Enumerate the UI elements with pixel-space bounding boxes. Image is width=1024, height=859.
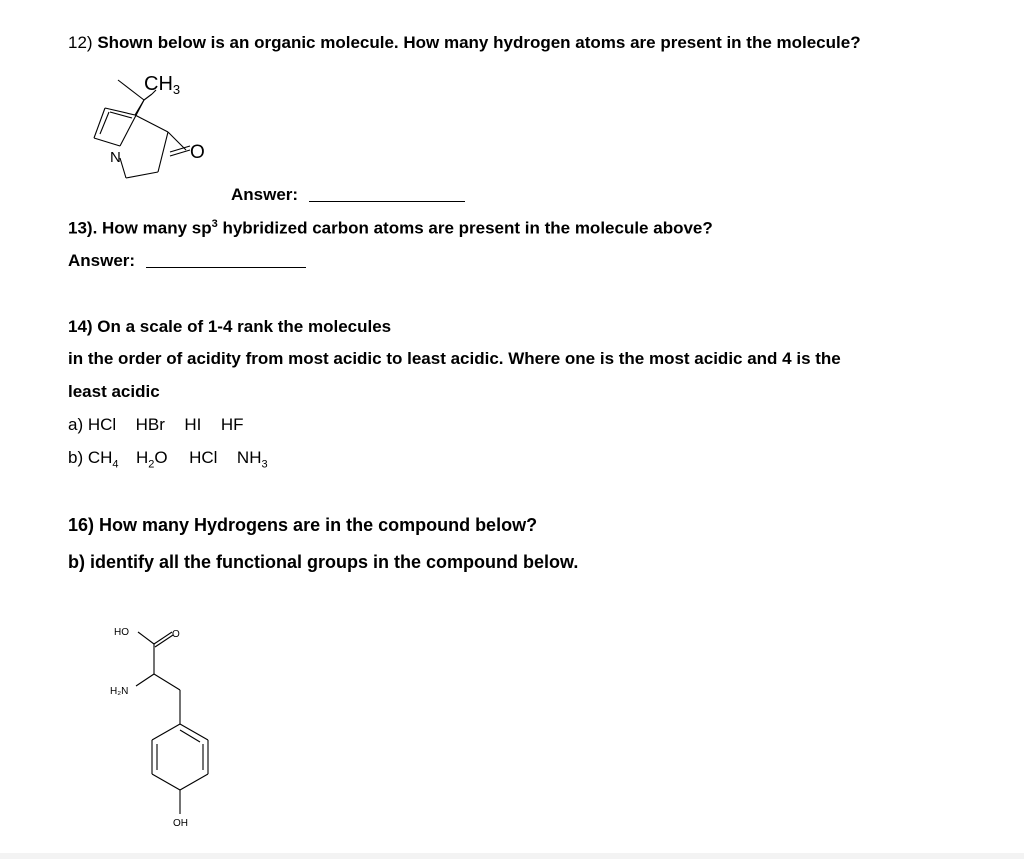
q13-answer-row: [68, 251, 306, 271]
q14-b-row: [68, 448, 268, 470]
molecule-1-o: O: [190, 142, 205, 163]
q14-line-2: in the order of acidity from most acidic to least acidic. Where one is the most acidic and 4 is the: [68, 349, 841, 368]
q13-answer-blank[interactable]: [146, 251, 306, 268]
q14-line-1: 14) On a scale of 1-4 rank the molecules: [68, 317, 392, 336]
q12-number: 12): [68, 33, 93, 52]
q12-answer-blank[interactable]: [309, 185, 465, 202]
molecule-2-h2n: H₂N: [110, 686, 129, 697]
q14-a-hi: HI: [184, 415, 202, 434]
molecule-1: [80, 70, 240, 195]
q13-text-prefix: 13). How many sp: [68, 218, 212, 238]
q16-line-1: 16) How many Hydrogens are in the compound below?: [68, 515, 538, 535]
molecule-1-n: N: [110, 149, 121, 166]
q13-superscript: 3: [211, 218, 218, 230]
q13-answer-label: Answer:: [68, 251, 136, 270]
q12-line: [68, 33, 861, 53]
q12-answer-label: Answer:: [231, 185, 299, 204]
page-bottom-edge: [0, 853, 1024, 859]
q12-answer-row: [231, 185, 465, 205]
q14-line-3: least acidic: [68, 382, 160, 401]
q13-text: [68, 218, 713, 239]
q14-a-hbr: HBr: [135, 415, 165, 434]
molecule-2-ho: HO: [114, 627, 129, 638]
q14-a-row: [68, 415, 244, 435]
q12-text: Shown below is an organic molecule. How many hydrogen atoms are present in the molecule?: [97, 33, 861, 52]
q14-b-h2o: $H_2O$: [136, 448, 168, 471]
q13-text-suffix: hybridized carbon atoms are present in the molecule above?: [217, 218, 713, 238]
molecule-2-oh: OH: [173, 818, 188, 829]
molecule-1-ch3: $CH_3$: [144, 73, 181, 97]
q16-line-2: b) identify all the functional groups in the compound below.: [68, 552, 579, 572]
q14-b-ch4: b) $CH_4$: [68, 448, 119, 471]
molecule-2: [100, 618, 230, 833]
molecule-2-o: O: [172, 629, 180, 640]
q14-b-nh3: $NH_3$: [236, 448, 268, 471]
q14-a-label: a) HCl: [68, 415, 117, 434]
q14-b-hcl: HCl: [189, 448, 218, 467]
q14-a-hf: HF: [220, 415, 244, 434]
